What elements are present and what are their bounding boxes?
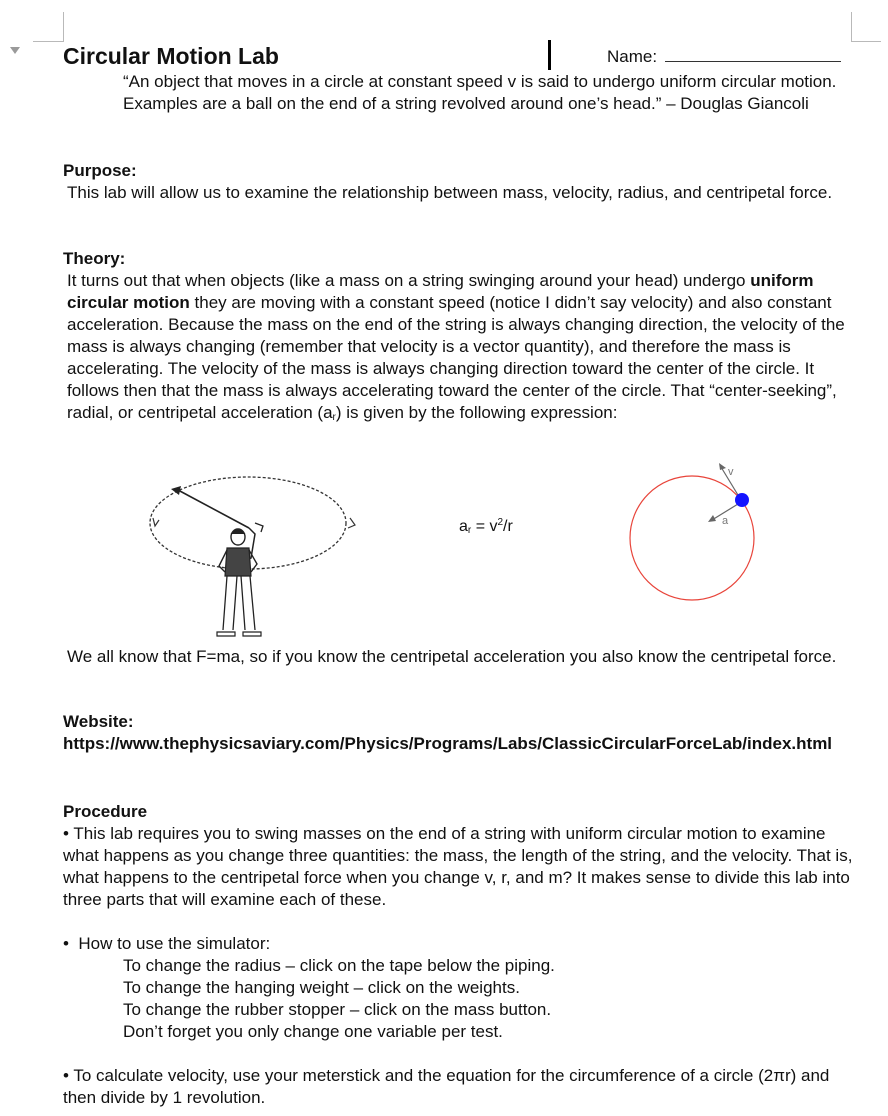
theory-text-part1: It turns out that when objects (like a mass on a string swinging around your head) undergo [67,271,746,290]
theory-subscript: r [332,412,336,423]
crop-mark-left-horizontal [33,41,63,42]
procedure-heading: Procedure [63,802,148,821]
collapse-triangle-icon[interactable] [10,47,20,54]
force-text: We all know that F=ma, so if you know the centripetal acceleration you also know the centripetal force. [67,647,837,666]
swinging-figure-illustration [145,468,365,640]
purpose-section [63,160,853,204]
name-label: Name: [607,47,658,66]
theory-section [63,248,853,429]
formula-subscript: r [467,525,472,536]
procedure-section [63,801,853,1109]
ball-marker [735,493,749,507]
formula-a: a [459,518,468,535]
purpose-heading: Purpose: [63,161,137,180]
crop-mark-left-vertical [63,12,64,42]
theory-text-part2: they are moving with a constant speed (notice I didn’t say velocity) and also constant acceleration. Because the mass on the end of the string is always changing direction, the velocity of the mass is always changing (remember that velocity is a vector quantity), and therefore the mass is accelerating. The velocity of the mass is always changing direction toward the center of the circle. It follows then that the mass is always accelerating toward the center of the circle. That “center-seeking”, radial, or centripetal acceleration (a [67,293,845,422]
simulator-step: Don’t forget you only change one variable per test. [123,1022,503,1041]
velocity-instruction [63,1065,853,1109]
simulator-steps-list [63,955,853,1043]
purpose-text: This lab will allow us to examine the relationship between mass, velocity, radius, and centripetal force. [67,183,833,202]
centripetal-formula [459,513,513,541]
motion-circle [630,476,754,600]
simulator-step: To change the rubber stopper – click on the mass button. [123,1000,552,1019]
formula-superscript: 2 [497,517,504,528]
theory-bold-term: uniform circular motion [67,271,814,312]
procedure-intro-text: This lab requires you to swing masses on the end of a string with uniform circular motion to examine what happens as you change three quantities: the mass, the length of the string, and the velocity. That is, what happens to the centripetal force when you change v, r, and m? It makes sense to divide this lab into three parts that will examine each of these. [63,824,853,909]
formula-middle: = v [471,518,498,535]
theory-text-part3: ) is given by the following expression: [335,403,618,422]
theory-heading: Theory: [63,249,126,268]
text-cursor [548,40,551,70]
bullet-glyph: • [63,934,69,953]
simulator-step: To change the hanging weight – click on the weights. [123,978,520,997]
giancoli-quote: “An object that moves in a circle at constant speed v is said to undergo uniform circular motion. Examples are a ball on the end of a string revolved around one’s head.” – Douglas Giancoli [123,72,837,113]
theory-text [63,270,853,429]
velocity-label: v [728,466,734,478]
website-link[interactable]: https://www.thephysicsaviary.com/Physics/Programs/Labs/ClassicCircularForceLab/index.html [63,734,833,753]
force-section [63,646,853,668]
acceleration-label: a [722,515,729,527]
circular-motion-diagram [620,460,770,610]
procedure-intro [63,823,853,911]
crop-mark-right-horizontal [851,41,881,42]
simulator-step: To change the radius – click on the tape below the piping. [123,956,555,975]
formula-end: /r [503,518,513,535]
website-section [63,711,853,755]
crop-mark-right-vertical [851,12,852,42]
simulator-heading: How to use the simulator: [78,934,271,953]
velocity-instruction-text: To calculate velocity, use your meterstick and the equation for the circumference of a circle (2πr) and then divide by 1 revolution. [63,1066,830,1107]
name-field[interactable] [607,46,841,68]
page-title: Circular Motion Lab [63,43,279,69]
simulator-heading-row [63,933,853,955]
name-blank-line[interactable] [665,47,841,62]
website-heading: Website: [63,712,134,731]
bullet-glyph: • [63,1066,69,1085]
bullet-glyph: • [63,824,69,843]
